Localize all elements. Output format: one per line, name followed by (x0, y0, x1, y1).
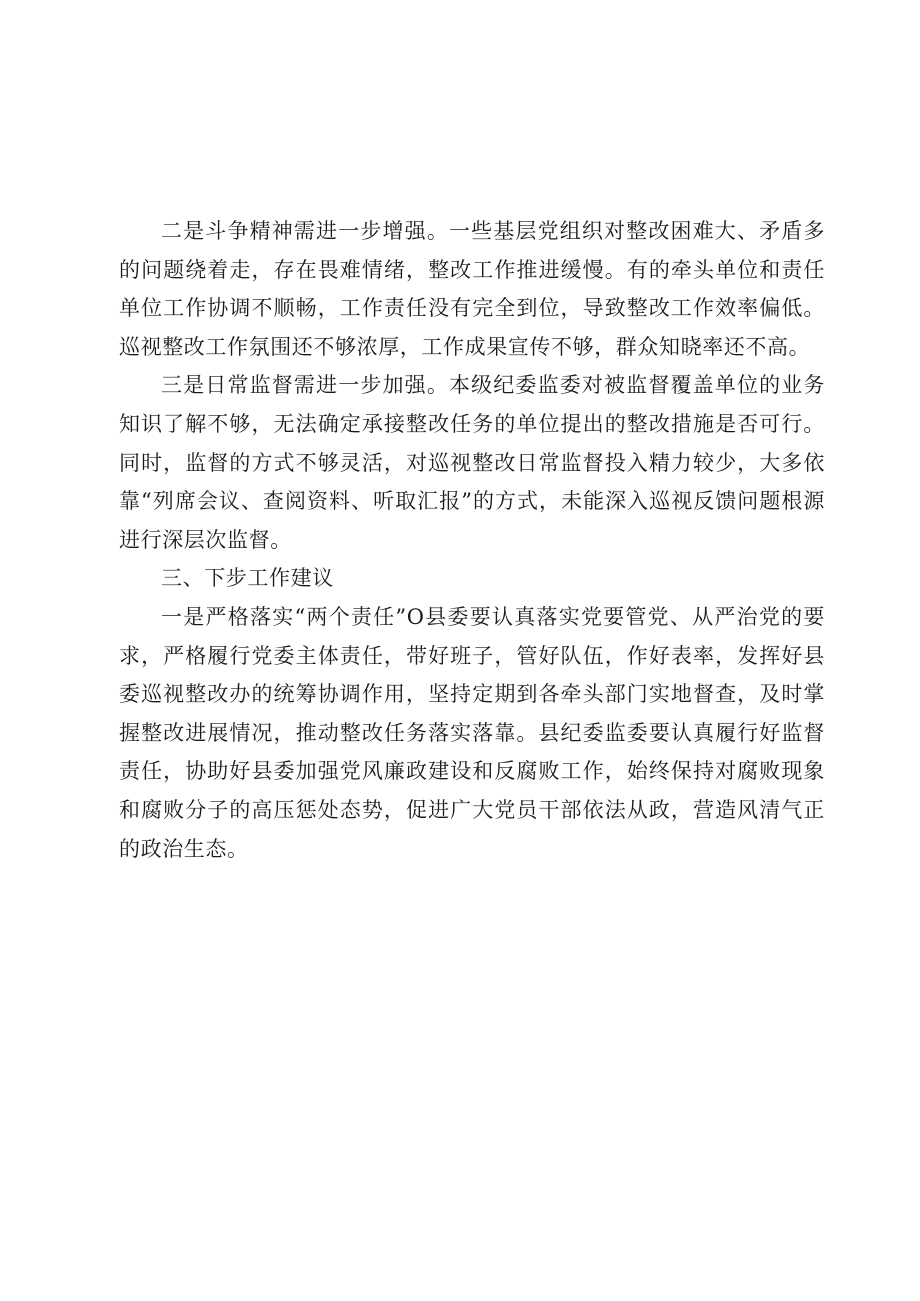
paragraph-daily-supervision: 三是日常监督需进一步加强。本级纪委监委对被监督覆盖单位的业务知识了解不够，无法确定承接整改任务的单位提出的整改措施是否可行。同时，监督的方式不够灵活，对巡视整改日常监督投入精力较少，大多依靠“列席会议、查阅资料、听取汇报”的方式，未能深入巡视反馈问题根源进行深层次监督。 (119, 373, 825, 552)
document-body (119, 212, 825, 868)
section-heading-next-steps: 三、下步工作建议 (161, 566, 334, 591)
paragraph-two-responsibilities: 一是严格落实“两个责任”O县委要认真落实党要管党、从严治党的要求，严格履行党委主体责任，带好班子，管好队伍，作好表率，发挥好县委巡视整改办的统筹协调作用，坚持定期到各牵头部门实地督查，及时掌握整改进展情况，推动整改任务落实落靠。县纪委监委要认真履行好监督责任，协助好县委加强党风廉政建设和反腐败工作，始终保持对腐败现象和腐败分子的高压惩处态势，促进广大党员干部依法从政，营造风清气正的政治生态。 (119, 604, 825, 861)
paragraph-struggle-spirit: 二是斗争精神需进一步增强。一些基层党组织对整改困难大、矛盾多的问题绕着走，存在畏难情绪，整改工作推进缓慢。有的牵头单位和责任单位工作协调不顺畅，工作责任没有完全到位，导致整改工作效率偏低。巡视整改工作氛围还不够浓厚，工作成果宣传不够，群众知晓率还不高。 (119, 219, 825, 359)
